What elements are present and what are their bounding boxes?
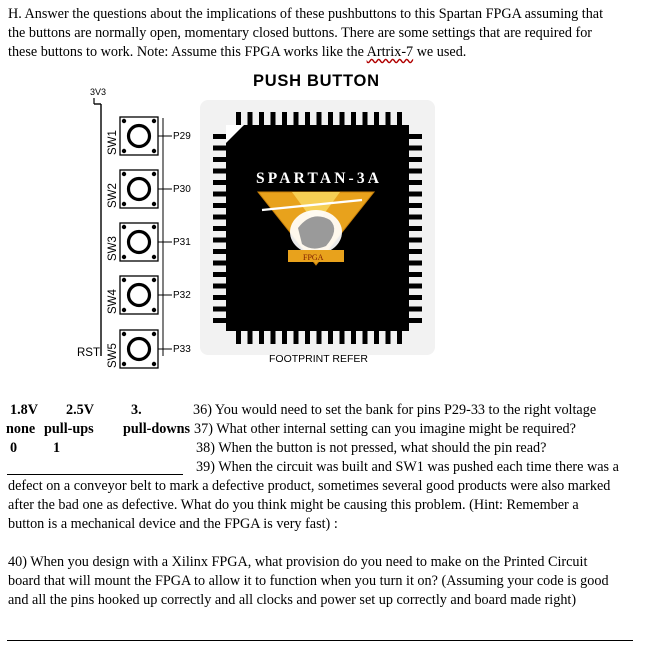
chip-pin [328, 112, 333, 125]
option-pull-downs: pull-downs [123, 421, 191, 437]
chip-pin [409, 318, 422, 323]
chip-pin [213, 249, 226, 254]
option-pull-ups: pull-ups [44, 421, 94, 437]
chip-pin [409, 261, 422, 266]
chip-pin [328, 331, 333, 344]
option-2-5v: 2.5V [66, 402, 94, 418]
chip-pin [294, 331, 299, 344]
chip-pin [409, 295, 422, 300]
chip-pin [305, 112, 310, 125]
diagram-title: PUSH BUTTON [253, 72, 379, 90]
switch-label-sw1: SW1 [107, 130, 119, 155]
question-39-line-2: defect on a conveyor belt to mark a defective product, sometimes several good products were also marked [8, 478, 611, 494]
chip-pin [386, 112, 391, 125]
chip-pin [259, 331, 264, 344]
switch-sw1 [107, 117, 191, 155]
pin-label-p30: P30 [173, 184, 191, 195]
question-40-line-1: 40) When you design with a Xilinx FPGA, what provision do you need to make on the Printed Circuit [8, 554, 588, 570]
chip-pin [213, 180, 226, 185]
chip-pin [351, 112, 356, 125]
intro-line-3-end: we used. [413, 44, 467, 60]
chip-pin [213, 215, 226, 220]
chip-pin [213, 157, 226, 162]
chip-pin [248, 112, 253, 125]
push-button-diagram [0, 60, 672, 440]
chip-pin [397, 331, 402, 344]
chip-pin [305, 331, 310, 344]
chip-pin [213, 295, 226, 300]
chip-pin [363, 331, 368, 344]
intro-line-3-text: these buttons to work. Note: Assume this FPGA works like the [8, 44, 367, 60]
option-1-8v: 1.8V [10, 402, 38, 418]
chip-pin [409, 307, 422, 312]
chip-pin [213, 238, 226, 243]
chip-pin [213, 192, 226, 197]
chip-pin [271, 331, 276, 344]
chip-pin [317, 331, 322, 344]
question-39-line-3: after the bad one as defective. What do you think might be causing this problem. (Hint: Remember a [8, 497, 579, 513]
chip-pin [213, 134, 226, 139]
chip-pin [213, 318, 226, 323]
chip-pin [409, 226, 422, 231]
chip-pin [409, 203, 422, 208]
chip-pin [409, 192, 422, 197]
switch-label-sw5: SW5 [107, 343, 119, 368]
chip-pin [213, 226, 226, 231]
switch-sw2 [107, 170, 191, 208]
chip-pin [213, 169, 226, 174]
question-39-line-4: button is a mechanical device and the FPGA is very fast) : [8, 516, 338, 532]
chip-pin [351, 331, 356, 344]
pin-label-p29: P29 [173, 131, 191, 142]
chip-pin [409, 157, 422, 162]
chip-pin [340, 112, 345, 125]
chip-pin [259, 112, 264, 125]
footprint-label: FOOTPRINT REFER [269, 353, 368, 365]
chip-pin [340, 331, 345, 344]
chip-pin [271, 112, 276, 125]
question-40-line-2: board that will mount the FPGA to allow it to function when you turn it on? (Assuming your code is good [8, 573, 609, 589]
pin-label-p33: P33 [173, 344, 191, 355]
question-39-line-1: 39) When the circuit was built and SW1 was pushed each time there was a [196, 459, 619, 475]
chip-pin [409, 249, 422, 254]
chip-pin [409, 146, 422, 151]
chip-pin [236, 331, 241, 344]
chip-pin [409, 238, 422, 243]
switch-label-sw3: SW3 [107, 236, 119, 261]
chip-pin [282, 331, 287, 344]
answer-blank-38[interactable] [7, 474, 183, 475]
chip-pin [386, 331, 391, 344]
chip-pin [248, 331, 253, 344]
option-1: 1 [53, 440, 61, 456]
switch-label-sw4: SW4 [107, 289, 119, 314]
switch-sw4 [107, 276, 191, 314]
intro-line-2: the buttons are normally open, momentary closed buttons. There are some settings that are required for [8, 25, 593, 41]
chip-pin [213, 203, 226, 208]
chip-pin [409, 215, 422, 220]
chip-pin [374, 112, 379, 125]
artix-word: Artrix-7 [366, 44, 414, 60]
pin-label-p32: P32 [173, 290, 191, 301]
chip-pin [213, 261, 226, 266]
intro-line-1: H. Answer the questions about the implications of these pushbuttons to this Spartan FPGA assuming that [8, 6, 604, 22]
chip-pin [409, 272, 422, 277]
fpga-chip [200, 100, 435, 355]
chip-pin [397, 112, 402, 125]
option-0: 0 [10, 440, 18, 456]
chip-pin [236, 112, 241, 125]
chip-pin [213, 146, 226, 151]
chip-pin [409, 284, 422, 289]
supply-label: 3V3 [90, 87, 107, 97]
question-36: 36) You would need to set the bank for pins P29-33 to the right voltage [193, 402, 597, 418]
option-3v: 3. [131, 402, 142, 418]
option-none: none [6, 421, 36, 437]
chip-pin [213, 272, 226, 277]
question-40-line-3: and all the pins hooked up correctly and all clocks and power set up correctly and board made right) [8, 592, 577, 608]
switch-label-sw2: SW2 [107, 183, 119, 208]
pin-label-p31: P31 [173, 237, 191, 248]
chip-pin [213, 307, 226, 312]
chip-pin [409, 134, 422, 139]
chip-pin [374, 331, 379, 344]
chip-pin [282, 112, 287, 125]
chip-badge: FPGA [303, 253, 324, 262]
rst-label: RST [77, 347, 100, 359]
question-38: 38) When the button is not pressed, what should the pin read? [196, 440, 547, 456]
question-37: 37) What other internal setting can you imagine might be required? [194, 421, 576, 437]
chip-pin [363, 112, 368, 125]
chip-pin [317, 112, 322, 125]
chip-pin [409, 180, 422, 185]
chip-pin [294, 112, 299, 125]
answer-blank-40[interactable] [7, 640, 633, 641]
switch-sw3 [107, 223, 191, 261]
chip-pin [409, 169, 422, 174]
chip-name: SPARTAN-3A [256, 170, 379, 187]
chip-pin [213, 284, 226, 289]
switch-sw5 [107, 330, 191, 368]
